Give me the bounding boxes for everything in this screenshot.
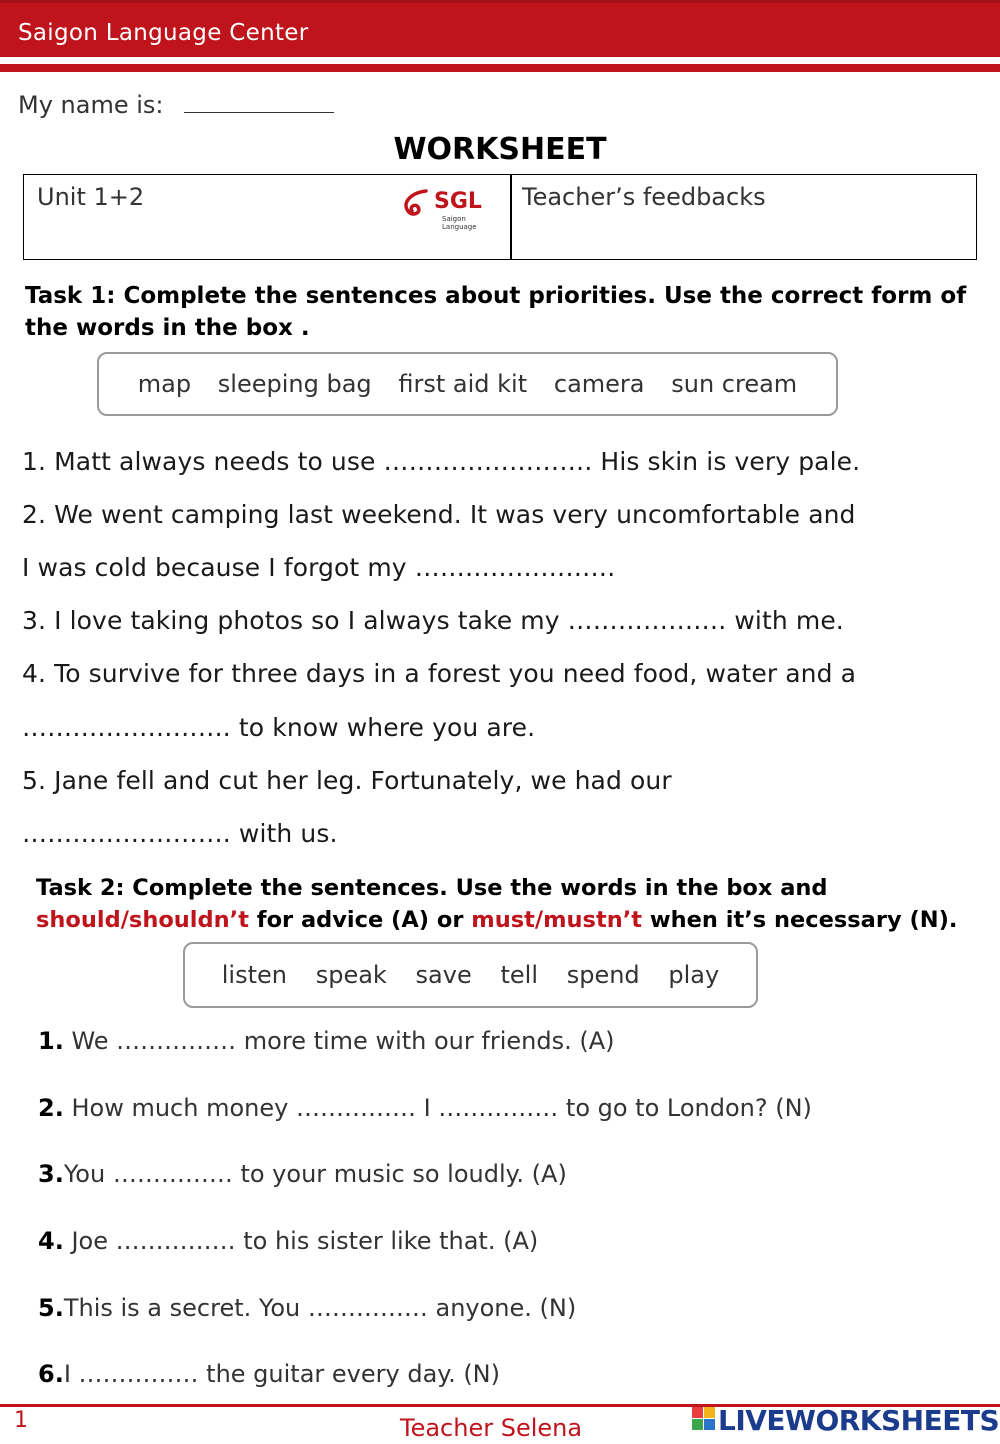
task1-heading-line2: the words in the box . [25, 315, 310, 341]
item-number: 5. [38, 1294, 64, 1322]
sgl-logo-subtext: Saigon Language [442, 215, 477, 231]
header-divider [0, 64, 1000, 72]
item-text: We …………… more time with our friends. (A) [63, 1027, 615, 1055]
must-label: must/mustn’t [471, 907, 643, 933]
item-text: Joe …………… to his sister like that. (A) [63, 1227, 539, 1255]
item-text: I …………… the guitar every day. (N) [63, 1360, 500, 1388]
task1-sentence[interactable]: ……………………. to know where you are. [22, 713, 536, 742]
item-number: 2. [38, 1094, 64, 1122]
liveworksheets-text: LIVEWORKSHEETS [718, 1404, 1000, 1437]
word-chip: camera [553, 370, 645, 398]
task1-heading-line1: Task 1: Complete the sentences about priorities. Use the correct form of [25, 283, 967, 309]
task1-sentence[interactable]: 1. Matt always needs to use ……………………. His skin is very pale. [22, 447, 861, 476]
should-label: should/shouldn’t [36, 907, 249, 933]
task2-item[interactable] [38, 1294, 576, 1322]
word-chip: first aid kit [398, 370, 528, 398]
task1-sentence[interactable]: I was cold because I forgot my …………………… [22, 553, 616, 582]
task2-heading [36, 872, 957, 936]
name-input-line[interactable] [184, 112, 334, 113]
table-divider [510, 175, 512, 259]
sgl-logo [400, 187, 500, 231]
sgl-swoosh-icon [400, 187, 434, 223]
word-chip: sleeping bag [217, 370, 372, 398]
task2-item[interactable] [38, 1094, 812, 1122]
word-chip: listen [221, 961, 287, 989]
task2-word-box [183, 942, 758, 1008]
task2-heading-line1: Task 2: Complete the sentences. Use the words in the box and [36, 875, 828, 901]
word-chip: sun cream [671, 370, 798, 398]
word-chip: speak [315, 961, 387, 989]
page-number: 1 [14, 1408, 28, 1433]
liveworksheets-logo[interactable] [692, 1404, 1000, 1438]
word-chip: save [415, 961, 472, 989]
task2-heading-line2 [36, 904, 957, 936]
header-title: Saigon Language Center [18, 20, 309, 46]
task2-item[interactable] [38, 1027, 615, 1055]
unit-label: Unit 1+2 [37, 183, 145, 211]
word-chip: tell [500, 961, 538, 989]
liveworksheets-icon [692, 1407, 716, 1431]
sgl-logo-text: SGL [434, 189, 482, 214]
item-number: 1. [38, 1027, 64, 1055]
task1-sentence[interactable]: 3. I love taking photos so I always take my ………………. with me. [22, 606, 844, 635]
name-label: My name is: [18, 91, 164, 119]
header-bar [0, 0, 1000, 57]
info-table [23, 174, 977, 260]
word-chip: spend [566, 961, 640, 989]
heading-mid: for advice (A) or [248, 907, 472, 933]
word-chip: play [668, 961, 720, 989]
task1-word-box [97, 352, 838, 416]
item-text: This is a secret. You …………… anyone. (N) [63, 1294, 577, 1322]
worksheet-title: WORKSHEET [393, 132, 607, 167]
task1-heading [25, 280, 966, 344]
teacher-name: Teacher Selena [400, 1414, 583, 1442]
task1-sentence: 4. To survive for three days in a forest you need food, water and a [22, 659, 857, 688]
task2-item[interactable] [38, 1160, 567, 1188]
feedback-label: Teacher’s feedbacks [522, 183, 766, 211]
item-number: 4. [38, 1227, 64, 1255]
item-text: How much money …………… I …………… to go to London? (N) [63, 1094, 812, 1122]
task1-sentence: 5. Jane fell and cut her leg. Fortunately, we had our [22, 766, 672, 795]
item-number: 3. [38, 1160, 64, 1188]
item-text: You …………… to your music so loudly. (A) [63, 1160, 567, 1188]
task1-sentence: 2. We went camping last weekend. It was very uncomfortable and [22, 500, 856, 529]
task1-sentence[interactable]: ……………………. with us. [22, 819, 338, 848]
item-number: 6. [38, 1360, 64, 1388]
heading-end: when it’s necessary (N). [642, 907, 958, 933]
task2-item[interactable] [38, 1360, 500, 1388]
task2-item[interactable] [38, 1227, 538, 1255]
word-chip: map [137, 370, 192, 398]
